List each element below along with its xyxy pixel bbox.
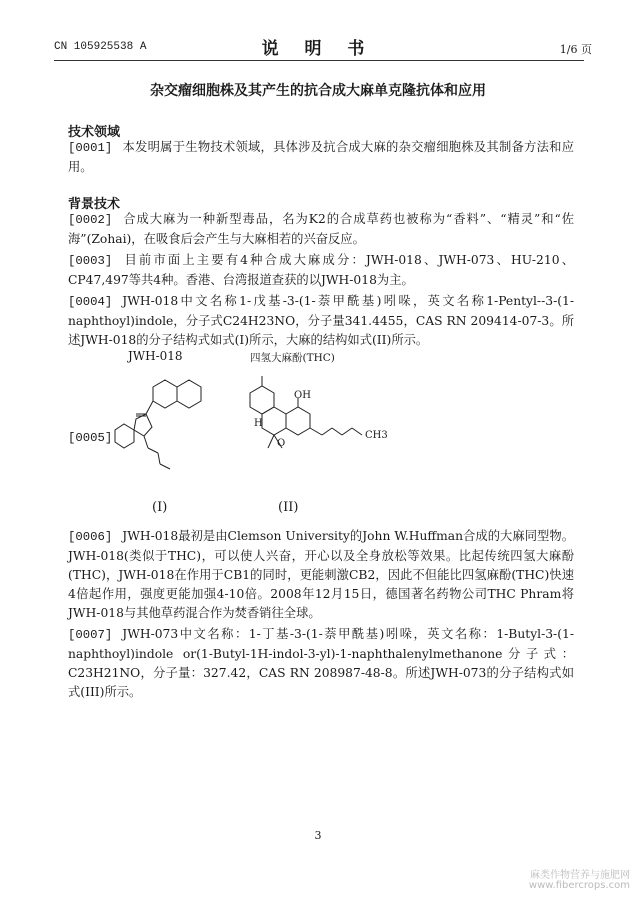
paragraph-number: [0002]: [68, 213, 113, 227]
paragraph-0006: [68, 527, 574, 623]
atom-label-ch3: CH3: [365, 430, 388, 441]
paragraph-number: [0003]: [68, 254, 113, 268]
paragraph-0002: [68, 210, 574, 249]
paragraph-text: 本发明属于生物技术领域，具体涉及抗合成大麻的杂交瘤细胞株及其制备方法和应用。: [68, 140, 574, 174]
page-info: 1/6 页: [559, 43, 592, 56]
paragraph-number: [0007]: [68, 628, 113, 642]
paragraph-text: JWH-018最初是由Clemson University的John W.Huffman合成的大麻同型物。JWH-018(类似于THC)，可以使人兴奋，开心以及全身放松等效果。比起传统四氢大麻酚(THC)，JWH-018在作用于CB1的同时，更能刺激CB2，因此不但能比四氢麻酚(THC)快速4倍起作用，强度更能加强4-10倍。2008年12月15日，德国著名药物公司THC Phram将JWH-018与其他草药混合作为焚香销往全球。: [68, 529, 574, 620]
section-heading-field: 技术领域: [68, 125, 121, 140]
invention-title: 杂交瘤细胞株及其产生的抗合成大麻单克隆抗体和应用: [150, 83, 486, 99]
watermark-url: www.fibercrops.com: [528, 880, 630, 891]
structure-thc-drawing: [220, 368, 380, 478]
structure-label-thc: 四氢大麻酚(THC): [250, 352, 335, 364]
paragraph-0003: [68, 251, 574, 290]
atom-label-h: H: [254, 418, 263, 429]
structure-label-jwh018: JWH-018: [128, 349, 183, 363]
atom-label-o: O: [277, 438, 286, 449]
structure-jwh018-drawing: [110, 372, 220, 472]
paragraph-text: JWH-073中文名称：1-丁基-3-(1-萘甲酰基)吲哚，英文名称：1-Butyl-3-(1-naphthoyl)indole or(1-Butyl-1H-indol-3-yl)-1-naphthalenylmethanone分子式：C23H21NO，分子量：327.42，CAS RN 208987-48-8。所述JWH-073的分子结构式如式(III)所示。: [68, 627, 574, 699]
atom-label-oh: OH: [294, 390, 311, 401]
paragraph-0004: [68, 292, 574, 350]
document-type-title: 说 明 书: [261, 39, 375, 59]
paragraph-number: [0005]: [68, 431, 113, 445]
footer-page-number: 3: [314, 829, 322, 842]
section-heading-background: 背景技术: [68, 197, 121, 212]
paragraph-number: [0001]: [68, 141, 113, 155]
patent-number: CN 105925538 A: [54, 41, 147, 53]
paragraph-text: 目前市面上主要有4种合成大麻成分：JWH-018、JWH-073、HU-210、CP47,497等共4种。香港、台湾报道查获的以JWH-018为主。: [68, 253, 574, 287]
paragraph-0007: [68, 625, 574, 702]
structure-numeral-i: (I): [152, 500, 168, 515]
structure-numeral-ii: (II): [278, 500, 299, 515]
paragraph-text: 合成大麻为一种新型毒品，名为K2的合成草药也被称为“香料”、“精灵”和“佐海”(Zohai)，在吸食后会产生与大麻相若的兴奋反应。: [68, 212, 574, 246]
paragraph-text: JWH-018中文名称1-戊基-3-(1-萘甲酰基)吲哚，英文名称1-Pentyl--3-(1-naphthoyl)indole，分子式C24H23NO，分子量341.4455，CAS RN 209414-07-3。所述JWH-018的分子结构式如式(I)所示，大麻的结构如式(II)所示。: [68, 294, 574, 347]
header-rule: [54, 60, 584, 61]
paragraph-number: [0006]: [68, 530, 113, 544]
paragraph-number: [0004]: [68, 295, 113, 309]
paragraph-0001: [68, 138, 574, 177]
watermark-site-name: 麻类作物营养与施肥网: [530, 870, 630, 881]
